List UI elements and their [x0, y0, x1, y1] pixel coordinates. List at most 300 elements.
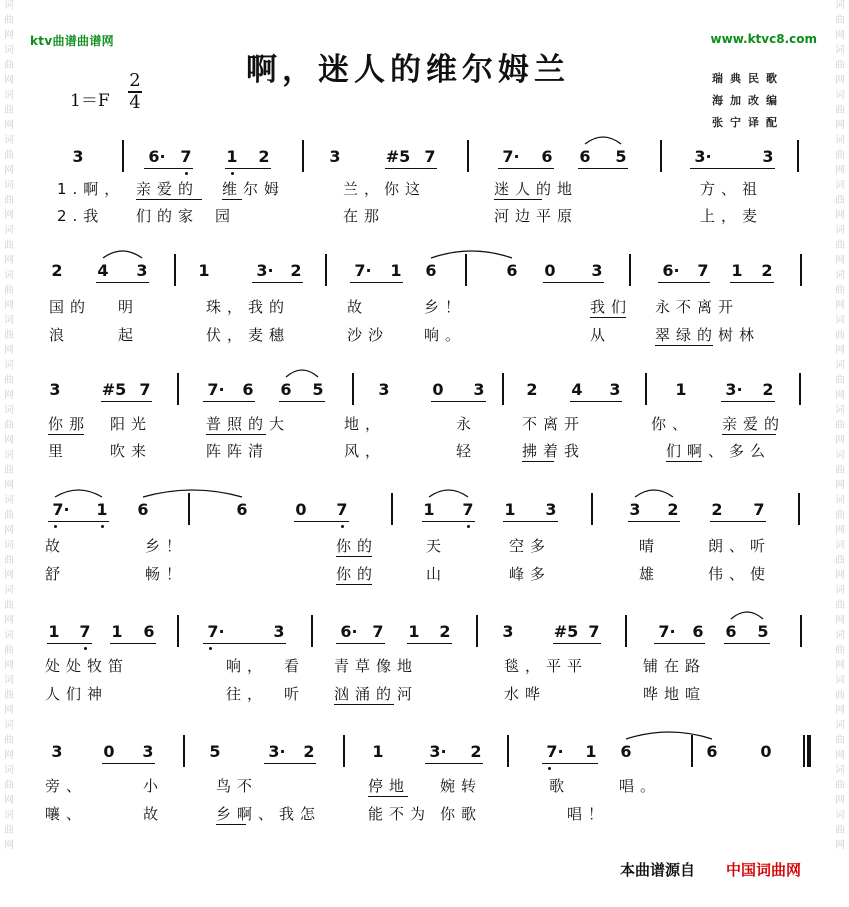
watermark-char: 词 [4, 0, 14, 11]
watermark-char: 网 [835, 840, 845, 851]
tie-arc [731, 612, 763, 619]
credit-line: 海加改编 [712, 94, 784, 107]
lyric-segment: 山 [426, 565, 448, 583]
lyric-melisma-underline [590, 317, 626, 318]
lyric-melisma-underline [222, 199, 242, 200]
lyric-segment: 明 [118, 298, 140, 316]
note: 3 [591, 261, 603, 280]
watermark-char: 网 [835, 795, 845, 806]
note: 7 [139, 380, 151, 399]
notes-row [0, 741, 849, 765]
watermark-char: 网 [835, 615, 845, 626]
lyric-segment: 乡！ [424, 298, 467, 316]
lyric-segment: 亲爱的 [136, 180, 200, 198]
low-octave-dot [209, 647, 212, 650]
lyric-melisma-underline [136, 199, 202, 200]
lyrics-row-verse-2 [0, 564, 849, 586]
watermark-char: 曲 [4, 420, 14, 431]
note: 6 [725, 622, 737, 641]
note: 7· [658, 622, 676, 641]
low-octave-dot [84, 647, 87, 650]
watermark-char: 网 [835, 570, 845, 581]
watermark-char: 曲 [4, 690, 14, 701]
lyric-segment: 上，麦 [700, 207, 764, 225]
lyric-segment: 青草像地 [334, 657, 419, 675]
bar-line [800, 254, 802, 286]
lyric-segment: 乡啊、我怎 [216, 805, 322, 823]
notes-row [0, 146, 849, 170]
note: 2 [258, 147, 270, 166]
note: 3 [762, 147, 774, 166]
lyric-segment: 风， [344, 442, 387, 460]
eighth-beam [578, 168, 628, 169]
lyric-segment: 故 [347, 298, 369, 316]
watermark-char: 曲 [4, 105, 14, 116]
lyrics-row-verse-2 [0, 804, 849, 826]
lyric-segment: 普照的大 [206, 415, 291, 433]
note: 7 [336, 500, 348, 519]
watermark-char: 曲 [835, 555, 845, 566]
watermark-char: 网 [835, 660, 845, 671]
lyric-segment: 永不离开 [655, 298, 740, 316]
bar-line [352, 373, 354, 405]
lyric-segment: 唱！ [567, 805, 610, 823]
lyric-melisma-underline [494, 199, 542, 200]
tie-arc [286, 370, 318, 377]
lyric-segment: 你的 [336, 565, 379, 583]
bar-line [625, 615, 627, 647]
watermark-char: 曲 [835, 645, 845, 656]
lyric-segment: 小 [143, 777, 165, 795]
note: 3 [273, 622, 285, 641]
note: 2 [439, 622, 451, 641]
note: 3 [142, 742, 154, 761]
note: 7 [588, 622, 600, 641]
note: #5 [553, 622, 579, 641]
note: 6· [340, 622, 358, 641]
note: 0 [544, 261, 556, 280]
watermark-char: 词 [835, 225, 845, 236]
eighth-beam [101, 401, 152, 402]
tie-arc [431, 251, 512, 258]
lyric-melisma-underline [368, 796, 408, 797]
watermark-char: 曲 [4, 330, 14, 341]
note: 1 [198, 261, 210, 280]
watermark-char: 网 [835, 300, 845, 311]
note: 7· [207, 622, 225, 641]
lyric-segment: 国的 [49, 298, 92, 316]
watermark-char: 网 [835, 705, 845, 716]
lyric-segment: 1.啊， [57, 180, 126, 198]
lyric-segment: 我们 [590, 298, 633, 316]
notes-row [0, 499, 849, 523]
watermark-char: 网 [835, 210, 845, 221]
watermark-char: 曲 [4, 825, 14, 836]
time-signature-top: 2 [129, 70, 141, 91]
lyric-segment: 地， [344, 415, 387, 433]
watermark-char: 词 [835, 720, 845, 731]
eighth-beam [385, 168, 437, 169]
watermark-char: 网 [835, 390, 845, 401]
watermark-char: 词 [835, 810, 845, 821]
note: 7 [424, 147, 436, 166]
watermark-char: 曲 [835, 600, 845, 611]
note: 6 [692, 622, 704, 641]
watermark-char: 曲 [4, 150, 14, 161]
lyric-segment: 朗、听 [708, 537, 772, 555]
note: 7 [79, 622, 91, 641]
note: 6· [148, 147, 166, 166]
lyric-segment: 处处牧笛 [45, 657, 130, 675]
lyrics-row-verse-1 [0, 536, 849, 558]
note: 1 [96, 500, 108, 519]
watermark-char: 词 [4, 765, 14, 776]
lyric-segment: 拂着我 [522, 442, 586, 460]
watermark-char: 曲 [4, 735, 14, 746]
note: 3· [429, 742, 447, 761]
watermark-char: 曲 [835, 465, 845, 476]
eighth-beam [628, 521, 680, 522]
bar-line [467, 140, 469, 172]
bar-line [174, 254, 176, 286]
watermark-char: 网 [4, 615, 14, 626]
note: 0 [103, 742, 115, 761]
note: 2 [667, 500, 679, 519]
bar-line [183, 735, 185, 767]
bar-line [660, 140, 662, 172]
note: 3 [329, 147, 341, 166]
lyrics-row-verse-2 [0, 441, 849, 463]
eighth-beam [203, 401, 255, 402]
watermark-char: 曲 [4, 195, 14, 206]
watermark-char: 曲 [4, 465, 14, 476]
notes-row [0, 621, 849, 645]
note: 2 [470, 742, 482, 761]
watermark-char: 词 [4, 450, 14, 461]
watermark-char: 曲 [4, 510, 14, 521]
note: 1 [408, 622, 420, 641]
lyric-segment: 雄 [639, 565, 661, 583]
note: 3 [545, 500, 557, 519]
lyric-segment: 汹涌的河 [334, 685, 419, 703]
note: 1 [390, 261, 402, 280]
watermark-char: 网 [835, 165, 845, 176]
note: 1 [423, 500, 435, 519]
watermark-char: 网 [4, 75, 14, 86]
low-octave-dot [231, 172, 234, 175]
lyrics-row-verse-2 [0, 206, 849, 228]
lyric-segment: 永 [456, 415, 478, 433]
note: 7· [207, 380, 225, 399]
watermark-char: 网 [4, 255, 14, 266]
lyric-melisma-underline [522, 461, 554, 462]
time-signature [127, 72, 143, 112]
lyrics-row-verse-1 [0, 179, 849, 201]
note: 3· [256, 261, 274, 280]
note: 1 [585, 742, 597, 761]
eighth-beam [279, 401, 325, 402]
eighth-beam [144, 168, 193, 169]
bar-line [311, 615, 313, 647]
eighth-beam [690, 168, 775, 169]
source-site: 中国词曲网 [726, 861, 802, 879]
lyric-segment: 响。 [424, 326, 467, 344]
lyric-segment: 毯，平平 [504, 657, 589, 675]
watermark-char: 网 [4, 660, 14, 671]
credits [712, 68, 784, 134]
lyric-melisma-underline [206, 434, 266, 435]
lyric-segment: 阳光 [110, 415, 153, 433]
bar-line [797, 140, 799, 172]
tie-arc [143, 490, 242, 497]
note: 5 [209, 742, 221, 761]
note: 3 [629, 500, 641, 519]
note: 7· [546, 742, 564, 761]
watermark-char: 曲 [835, 15, 845, 26]
watermark-char: 词 [835, 765, 845, 776]
watermark-char: 网 [835, 345, 845, 356]
lyric-segment: 铺在路 [643, 657, 707, 675]
watermark-char: 词 [4, 90, 14, 101]
lyrics-row-verse-2 [0, 325, 849, 347]
lyric-segment: 亲爱的 [722, 415, 786, 433]
lyrics-row-verse-1 [0, 776, 849, 798]
watermark-char: 曲 [835, 780, 845, 791]
note: 5 [312, 380, 324, 399]
note: 3· [268, 742, 286, 761]
low-octave-dot [467, 525, 470, 528]
lyric-melisma-underline [216, 824, 246, 825]
lyric-segment: 唱。 [619, 777, 662, 795]
low-octave-dot [185, 172, 188, 175]
watermark-char: 网 [4, 750, 14, 761]
lyric-segment: 伏，麦穗 [206, 326, 291, 344]
watermark-char: 曲 [835, 690, 845, 701]
watermark-char: 词 [4, 135, 14, 146]
watermark-char: 词 [4, 45, 14, 56]
note: 6· [662, 261, 680, 280]
watermark-char: 网 [835, 255, 845, 266]
tie-arc [429, 490, 468, 497]
source-label: 本曲谱源自 [620, 861, 696, 879]
watermark-char: 网 [4, 165, 14, 176]
watermark-char: 词 [835, 270, 845, 281]
lyric-segment: 乡！ [145, 537, 188, 555]
watermark-char: 曲 [835, 105, 845, 116]
lyric-segment: 看 [284, 657, 306, 675]
note: 4 [571, 380, 583, 399]
watermark-char: 曲 [835, 420, 845, 431]
eighth-beam [47, 643, 92, 644]
note: 4 [97, 261, 109, 280]
lyric-segment: 吹来 [110, 442, 153, 460]
lyric-segment: 里 [48, 442, 70, 460]
right-brand-watermark: www.ktvc8.com [710, 32, 817, 46]
tie-arc [585, 137, 621, 144]
watermark-char: 词 [4, 180, 14, 191]
low-octave-dot [101, 525, 104, 528]
watermark-char: 词 [4, 405, 14, 416]
note: 1 [675, 380, 687, 399]
watermark-char: 词 [835, 450, 845, 461]
eighth-beam [498, 168, 554, 169]
lyric-segment: 不离开 [522, 415, 586, 433]
note: 0 [432, 380, 444, 399]
lyric-segment: 舒 [45, 565, 67, 583]
lyric-segment: 响， [226, 657, 269, 675]
note: 6 [242, 380, 254, 399]
watermark-char: 网 [4, 210, 14, 221]
watermark-char: 网 [835, 750, 845, 761]
lyric-segment: 故 [143, 805, 165, 823]
lyrics-row-verse-1 [0, 656, 849, 678]
credit-line: 张宁译配 [712, 116, 784, 129]
eighth-beam [721, 401, 775, 402]
note: 7· [52, 500, 70, 519]
lyric-segment: 伟、使 [708, 565, 772, 583]
note: 3 [49, 380, 61, 399]
watermark-char: 词 [835, 630, 845, 641]
eighth-beam [48, 521, 109, 522]
watermark-char: 网 [4, 300, 14, 311]
eighth-beam [264, 763, 316, 764]
watermark-char: 词 [835, 405, 845, 416]
note: 6 [579, 147, 591, 166]
lyric-segment: 你那 [48, 415, 91, 433]
watermark-char: 网 [835, 120, 845, 131]
watermark-char: 词 [4, 720, 14, 731]
lyric-segment: 畅！ [145, 565, 188, 583]
note: 6 [137, 500, 149, 519]
lyric-segment: 故 [45, 537, 67, 555]
note: 6 [425, 261, 437, 280]
watermark-char: 曲 [835, 285, 845, 296]
eighth-beam [425, 763, 483, 764]
tie-arc [103, 251, 142, 258]
eighth-beam [710, 521, 766, 522]
watermark-char: 词 [4, 630, 14, 641]
bar-line [799, 373, 801, 405]
bar-line [800, 615, 802, 647]
eighth-beam [570, 401, 622, 402]
lyric-segment: 停地 [368, 777, 411, 795]
note: 2 [761, 261, 773, 280]
bar-line [476, 615, 478, 647]
lyric-segment: 河边平原 [494, 207, 579, 225]
watermark-char: 曲 [835, 60, 845, 71]
watermark-char: 曲 [4, 60, 14, 71]
watermark-char: 网 [4, 435, 14, 446]
lyric-melisma-underline [48, 434, 84, 435]
bar-line [798, 493, 800, 525]
note: 3 [609, 380, 621, 399]
eighth-beam [422, 521, 475, 522]
eighth-beam [543, 282, 604, 283]
lyric-segment: 歌 [549, 777, 571, 795]
watermark-char: 网 [4, 570, 14, 581]
note: 2 [303, 742, 315, 761]
watermark-char: 词 [835, 360, 845, 371]
tie-arc [55, 490, 102, 497]
note: 7 [753, 500, 765, 519]
note: 1 [731, 261, 743, 280]
lyric-segment: 哗地喧 [643, 685, 707, 703]
watermark-char: 网 [835, 75, 845, 86]
lyric-segment: 在那 [343, 207, 386, 225]
eighth-beam [407, 643, 452, 644]
watermark-char: 词 [835, 0, 845, 11]
bar-line [591, 493, 593, 525]
lyric-segment: 迷人的地 [494, 180, 579, 198]
lyric-segment: 们的家 [136, 207, 200, 225]
watermark-char: 曲 [4, 600, 14, 611]
time-signature-bottom: 4 [129, 91, 141, 113]
eighth-beam [102, 763, 155, 764]
note: 6 [236, 500, 248, 519]
lyric-segment: 起 [118, 326, 140, 344]
lyric-segment: 方、祖 [700, 180, 764, 198]
watermark-char: 网 [4, 390, 14, 401]
bar-line [645, 373, 647, 405]
watermark-char: 曲 [4, 555, 14, 566]
lyric-segment: 园 [215, 207, 237, 225]
lyrics-row-verse-1 [0, 297, 849, 319]
watermark-char: 曲 [4, 645, 14, 656]
note: #5 [101, 380, 127, 399]
tie-arc [626, 732, 712, 739]
lyric-melisma-underline [655, 345, 713, 346]
watermark-char: 曲 [835, 150, 845, 161]
lyric-segment: 婉转 [440, 777, 483, 795]
lyric-segment: 听 [284, 685, 306, 703]
watermark-char: 曲 [4, 15, 14, 26]
lyric-segment: 峰多 [509, 565, 552, 583]
bar-line [325, 254, 327, 286]
bar-line [465, 254, 467, 286]
note: 3 [136, 261, 148, 280]
note: 7· [502, 147, 520, 166]
note: 3 [473, 380, 485, 399]
watermark-char: 曲 [835, 510, 845, 521]
bar-line [691, 735, 693, 767]
lyric-segment: 嚷、 [45, 805, 88, 823]
lyrics-row-verse-1 [0, 414, 849, 436]
note: 2 [51, 261, 63, 280]
note: 7 [180, 147, 192, 166]
note: 7 [372, 622, 384, 641]
song-title: 啊，迷人的维尔姆兰 [246, 52, 570, 88]
lyric-segment: 你的 [336, 537, 379, 555]
watermark-char: 曲 [835, 330, 845, 341]
eighth-beam [553, 643, 601, 644]
watermark-char: 词 [835, 585, 845, 596]
eighth-beam [203, 643, 286, 644]
note: 3· [694, 147, 712, 166]
lyric-segment: 能不为 [368, 805, 432, 823]
bar-line [177, 615, 179, 647]
watermark-char: 词 [835, 180, 845, 191]
note: #5 [385, 147, 411, 166]
note: 2 [290, 261, 302, 280]
tie-arc [635, 490, 673, 497]
note: 3· [725, 380, 743, 399]
watermark-char: 曲 [4, 240, 14, 251]
watermark-char: 词 [835, 135, 845, 146]
watermark-char: 曲 [4, 285, 14, 296]
lyric-segment: 天 [426, 537, 448, 555]
eighth-beam [350, 282, 403, 283]
bar-line [343, 735, 345, 767]
